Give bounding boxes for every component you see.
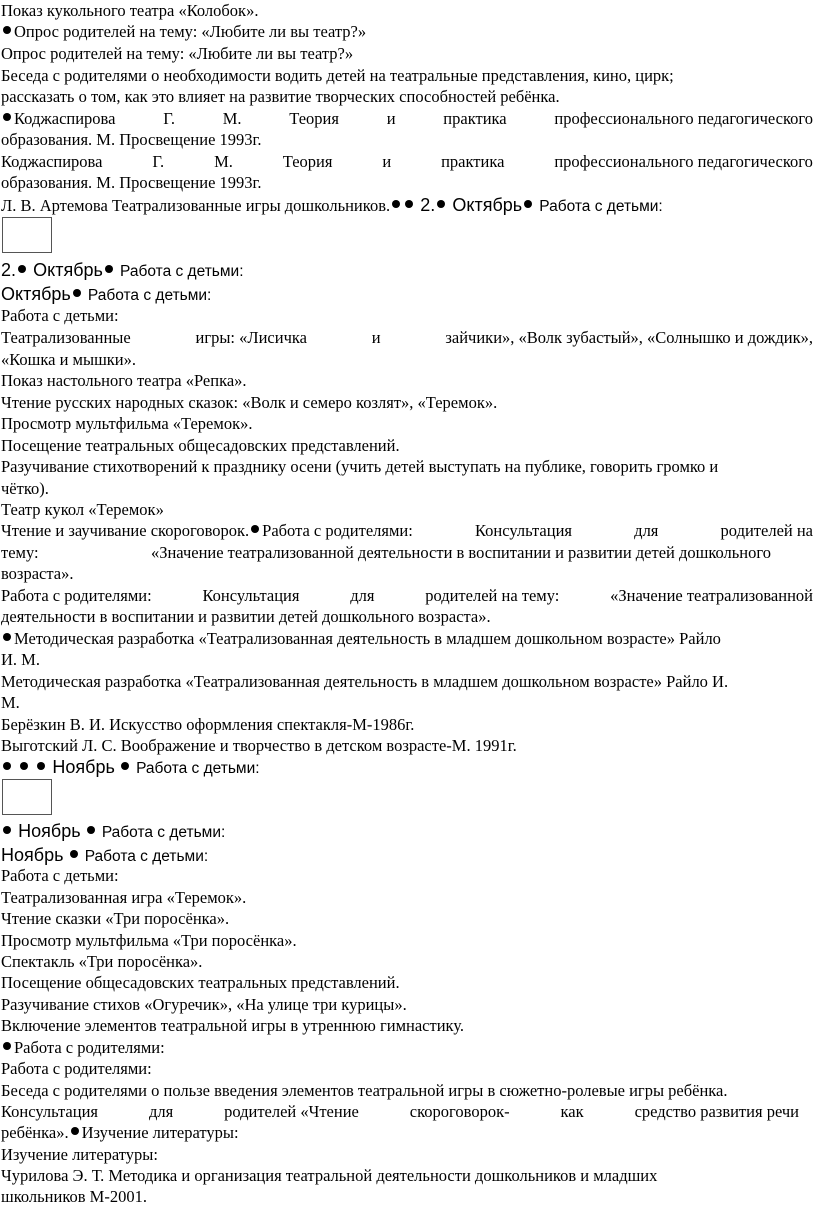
empty-image-placeholder: [2, 217, 52, 253]
bullet-line: Работа с родителями:: [1, 1038, 165, 1058]
text-line: Чурилова Э. Т. Методика и организация театральной деятельности дошкольников и младших: [1, 1166, 658, 1185]
text-line: Беседа с родителями о необходимости водить детей на театральные представления, кино, цирк;: [1, 66, 674, 85]
bullet-icon: [3, 633, 11, 641]
bullet-icon: [18, 265, 26, 273]
text-line: Работа с детьми:: [1, 866, 119, 885]
text-line: Спектакль «Три поросёнка».: [1, 952, 203, 971]
justified-line: Чтение и заучивание скороговорок. Работа с родителями: Консультация для родителей на: [1, 521, 813, 540]
empty-image-placeholder: [2, 779, 52, 815]
bullet-icon: [3, 1042, 11, 1050]
bullet-icon: [3, 113, 11, 121]
justified-line: Консультация для родителей «Чтение скороговорок- как средство развития речи: [1, 1102, 799, 1121]
text-line: возраста».: [1, 564, 74, 583]
text-line: Чтение русских народных сказок: «Волк и семеро козлят», «Теремок».: [1, 393, 498, 412]
text-line: Беседа с родителями о пользе введения элементов театральной игры в сюжетно-ролевые игры ребёнка.: [1, 1081, 728, 1100]
bullet-icon: [524, 200, 532, 208]
text-line: Показ кукольного театра «Колобок».: [1, 1, 259, 20]
text-line: образования. М. Просвещение 1993г.: [1, 173, 262, 192]
text-line: образования. М. Просвещение 1993г.: [1, 130, 262, 149]
bullet-icon: [73, 289, 81, 297]
bullet-icon: [70, 850, 78, 858]
text-line: Разучивание стихотворений к празднику осени (учить детей выступать на публике, говорить громко и: [1, 457, 719, 476]
text-line: Просмотр мультфильма «Теремок».: [1, 414, 253, 433]
bullet-icon: [405, 200, 413, 208]
mixed-heading-line: Октябрь Работа с детьми:: [1, 284, 212, 304]
bullet-icon: [20, 762, 28, 770]
bullet-icon: [71, 1127, 79, 1135]
bullet-icon: [392, 200, 400, 208]
text-line: рассказать о том, как это влияет на развитие творческих способностей ребёнка.: [1, 87, 560, 106]
bullet-icon: [37, 762, 45, 770]
text-line: И. М.: [1, 650, 40, 669]
bullet-icon: [437, 200, 445, 208]
mixed-heading-line: Ноябрь Работа с детьми:: [1, 821, 225, 843]
bullet-icon: [105, 265, 113, 273]
bullet-icon: [3, 826, 11, 834]
text-line: М.: [1, 693, 20, 712]
justified-line: Работа с родителями: Консультация для родителей на тему: «Значение театрализованной: [1, 586, 813, 605]
bullet-icon: [121, 762, 129, 770]
text-line: Изучение литературы:: [1, 1145, 158, 1164]
mixed-heading-line: Ноябрь Работа с детьми:: [1, 757, 260, 779]
bullet-line: Опрос родителей на тему: «Любите ли вы театр?»: [1, 22, 366, 42]
justified-line: Коджаспирова Г. М. Теория и практика профессионального педагогического: [1, 152, 813, 171]
text-line: Посещение театральных общесадовских представлений.: [1, 436, 400, 455]
text-line: деятельности в воспитании и развитии детей дошкольного возраста».: [1, 607, 491, 626]
text-line: Работа с детьми:: [1, 306, 119, 325]
justified-line: Коджаспирова Г. М. Теория и практика профессионального педагогического: [1, 109, 813, 129]
text-line: Выготский Л. С. Воображение и творчество в детском возрасте-М. 1991г.: [1, 736, 517, 755]
bullet-icon: [3, 762, 11, 770]
mixed-heading-line: Ноябрь Работа с детьми:: [1, 845, 209, 865]
bullet-icon: [251, 525, 259, 533]
text-line: Разучивание стихов «Огуречик», «На улице три курицы».: [1, 995, 407, 1014]
text-line: школьников М-2001.: [1, 1187, 147, 1206]
text-line: Работа с родителями:: [1, 1059, 152, 1078]
text-line: Театр кукол «Теремок»: [1, 500, 164, 519]
text-line: Берёзкин В. И. Искусство оформления спектакля-М-1986г.: [1, 715, 415, 734]
text-line: Посещение общесадовских театральных представлений.: [1, 973, 400, 992]
bullet-line: Методическая разработка «Театрализованная деятельность в младшем дошкольном возрасте» Райло: [1, 629, 721, 649]
mixed-heading-line: 2. Октябрь Работа с детьми:: [1, 260, 244, 280]
text-line: Методическая разработка «Театрализованная деятельность в младшем дошкольном возрасте» Райло И.: [1, 672, 729, 691]
text-line: ребёнка». Изучение литературы:: [1, 1123, 239, 1142]
bullet-icon: [87, 826, 95, 834]
text-line: чётко).: [1, 479, 49, 498]
justified-line: тему: «Значение театрализованной деятельности в воспитании и развитии детей дошкольного: [1, 543, 771, 562]
text-line: Показ настольного театра «Репка».: [1, 371, 247, 390]
text-line: Просмотр мультфильма «Три поросёнка».: [1, 931, 297, 950]
text-line: Включение элементов театральной игры в утреннюю гимнастику.: [1, 1016, 465, 1035]
text-line: «Кошка и мышки».: [1, 350, 137, 369]
bullet-icon: [3, 26, 11, 34]
text-line: Опрос родителей на тему: «Любите ли вы театр?»: [1, 44, 354, 63]
text-line: Театрализованная игра «Теремок».: [1, 888, 247, 907]
justified-line: Театрализованные игры: «Лисичка и зайчики», «Волк зубастый», «Солнышко и дождик»,: [1, 328, 813, 347]
mixed-heading-line: Л. В. Артемова Театрализованные игры дошкольников. 2. Октябрь Работа с детьми:: [1, 195, 663, 215]
text-line: Чтение сказки «Три поросёнка».: [1, 909, 230, 928]
